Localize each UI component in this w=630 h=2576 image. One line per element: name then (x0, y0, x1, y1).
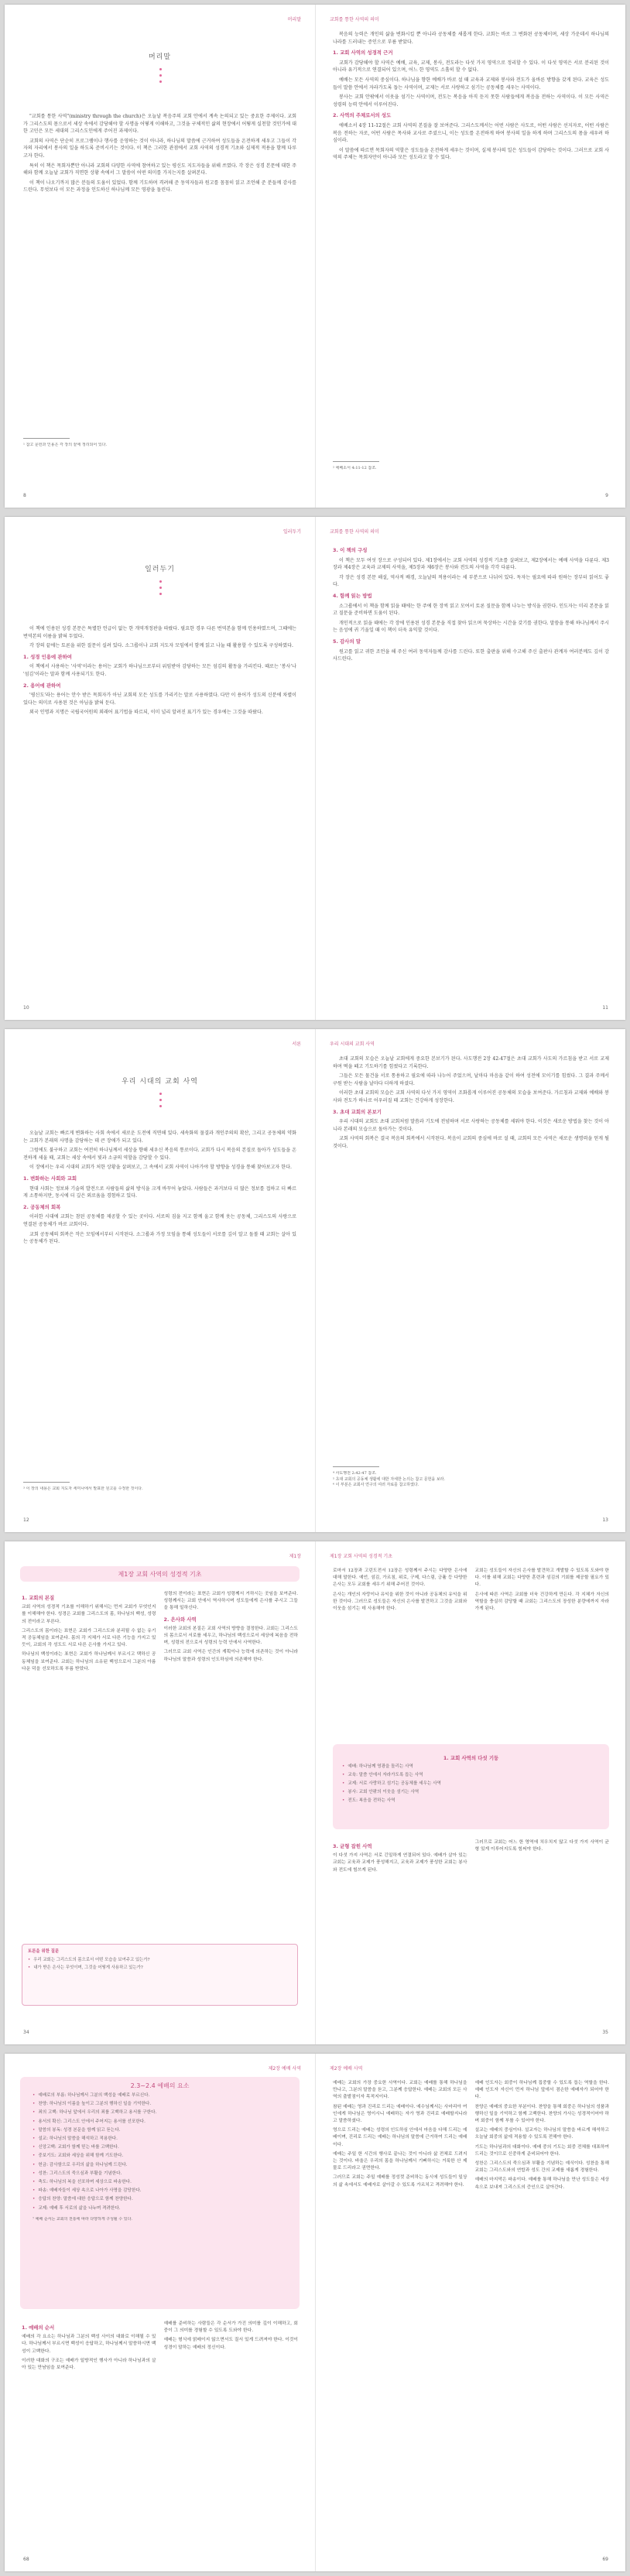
subheading: 3. 균형 잡힌 사역 (333, 1843, 372, 1849)
column-left (333, 1568, 467, 1738)
running-head: 제1장 (289, 1554, 301, 1559)
summary-box (333, 1744, 609, 1829)
left-page-1 (5, 5, 315, 508)
running-head: 우리 시대의 교회 사역 (330, 1042, 375, 1047)
paragraph: 그럼에도 불구하고 교회는 여전히 하나님께서 세상을 향해 세우신 복음의 통로이다. 교회가 다시 복음의 본질로 돌아가 성도들을 온전하게 세울 때, 교회는 세상 속에서 빛과 소금의 역할을 감당할 수 있다. (23, 1148, 296, 1161)
paragraph: 예배는 주일 한 시간의 행사로 끝나는 것이 아니라 삶 전체로 드려지는 것이다. 바울은 우리의 몸을 하나님께서 기뻐하시는 거룩한 산 제물로 드리라고 권면한다. (333, 2151, 467, 2171)
page-spread-1 (5, 5, 625, 508)
element-item: • 신앙고백: 교회가 함께 믿는 바를 고백한다. (33, 2144, 287, 2151)
paragraph: 로마서 12장과 고린도전서 12장은 성령께서 주시는 다양한 은사에 대해 말한다. 예언, 섬김, 가르침, 위로, 구제, 다스림, 긍휼 등 다양한 은사는 모두 교회를 세우기 위해 주어진 것이다. (333, 1569, 467, 1588)
page-number: 68 (23, 2557, 29, 2562)
body-text (333, 1055, 609, 1458)
paragraph: 참된 예배는 영과 진리로 드리는 예배이다. 예수님께서는 사마리아 여인에게 하나님은 영이시니 예배하는 자가 영과 진리로 예배할지니라고 말씀하셨다. (333, 2104, 467, 2124)
chapter-title: 일러두기 (145, 566, 175, 573)
column-left (22, 2321, 156, 2537)
footnotes (333, 1471, 609, 1510)
subheading: 3. 이 책의 구성 (333, 547, 368, 553)
two-column-text (22, 2321, 298, 2537)
column-right (475, 1839, 610, 2017)
question-item: • 내가 받은 은사는 무엇이며, 그것을 어떻게 사용하고 있는가? (28, 1965, 292, 1971)
paragraph: 그러므로 교회는 어느 한 영역에 치우치지 않고 다섯 가지 사역이 균형 있게 이루어지도록 힘써야 한다. (474, 1840, 609, 1852)
element-item: • 헌금: 감사함으로 우리의 삶을 하나님께 드린다. (33, 2162, 287, 2169)
element-item: • 중보기도: 교회와 세상을 위해 함께 기도한다. (33, 2153, 287, 2160)
column-left (22, 1591, 156, 1931)
element-item: • 찬양: 하나님의 이름을 높이고 그분의 행하신 일을 기억한다. (33, 2101, 287, 2108)
body-text (333, 543, 609, 1000)
body-text (23, 113, 296, 422)
page-spread-5 (5, 2054, 625, 2571)
paragraph: 오늘날 교회는 빠르게 변화하는 사회 속에서 새로운 도전에 직면해 있다. 세속화의 물결과 개인주의의 확산, 그리고 공동체의 약화는 교회가 본래의 사명을 감당하는 데 큰 장애가 되고 있다. (23, 1131, 296, 1144)
right-page-3 (315, 1029, 625, 1532)
paragraph: 이 책이 나오기까지 많은 분들의 도움이 있었다. 함께 기도하며 격려해 준 동역자들과 원고를 꼼꼼히 읽고 조언해 준 분들께 감사를 드린다. 무엇보다 이 모든 과정을 인도하신 하나님께 모든 영광을 돌린다. (23, 180, 296, 193)
chapter-title-banner (20, 1566, 300, 1582)
page-number: 69 (602, 2557, 608, 2562)
column-right (164, 2321, 299, 2537)
element-item: • 죄의 고백: 하나님 앞에서 우리의 죄를 고백하고 용서를 구한다. (33, 2109, 287, 2116)
footnote: ² 에베소서 4:11-12 참조. (333, 466, 377, 470)
paragraph: '평신도'라는 용어는 안수 받은 목회자가 아닌 교회의 모든 성도를 가리키는 말로 사용하였다. 다만 이 용어가 성도의 신분에 차별이 있다는 의미로 사용된 것은 아님을 밝혀 둔다. (23, 693, 296, 706)
chapter-title: 우리 시대의 교회 사역 (122, 1078, 198, 1086)
paragraph: 은사는 개인의 자랑이나 유익을 위한 것이 아니라 공동체의 유익을 위한 것이다. 그러므로 성도들은 자신의 은사를 발견하고 그것을 교회와 이웃을 섬기는 데 사용해야 한다. (333, 1592, 467, 1612)
paragraph: 각 장의 끝에는 토론을 위한 질문이 실려 있다. 소그룹이나 교회 지도자 모임에서 함께 읽고 나눌 때 활용할 수 있도록 구성하였다. (29, 643, 293, 649)
two-column-text (22, 1591, 298, 1931)
page-spread-4 (5, 1541, 625, 2044)
page-spread-2 (5, 517, 625, 1020)
paragraph: 이러한 교회의 본질은 교회 사역의 방향을 결정한다. 교회는 그리스도의 몸으로서 서로를 세우고, 하나님의 백성으로서 세상에 복음을 전하며, 성령의 전으로서 성령의 능력 안에서 사역한다. (163, 1626, 298, 1646)
footnote: ⁶ 이 부분은 교회사 연구의 여러 자료를 참고하였다. (333, 1483, 419, 1488)
subheading: 1. 성경 인용에 관하여 (23, 653, 72, 660)
footnote: ¹ 참고 문헌과 인용은 각 장의 끝에 정리되어 있다. (23, 443, 108, 447)
discussion-questions-box (22, 1944, 298, 2006)
summary-item: • 전도: 복음을 전하는 사역 (342, 1798, 600, 1805)
paragraph: 그들은 모든 물건을 서로 통용하고 필요에 따라 나누어 주었으며, 날마다 마음을 같이 하여 성전에 모이기를 힘썼다. 그 결과 주께서 구원 받는 사람을 날마다 더하게 하셨다. (333, 1073, 609, 1086)
column-right (475, 2080, 610, 2544)
paragraph: 교회 공동체의 회복은 작은 모임에서부터 시작된다. 소그룹과 가정 모임을 통해 성도들이 서로를 깊이 알고 돌볼 때 교회는 살아 있는 공동체가 된다. (23, 1231, 296, 1245)
paragraph: "교회를 통한 사역"(ministry through the church)은 오늘날 복음주의 교회 안에서 계속 논의되고 있는 중요한 주제이다. 교회가 그리스도의 몸으로서 세상 속에서 감당해야 할 사명을 어떻게 이해하고, 그것을 구체적인 삶의 현장에서 어떻게 실천할 것인가에 대한 고민은 모든 세대의 그리스도인에게 주어진 과제이다. (23, 114, 296, 135)
paragraph: 그러므로 교회 사역은 인간의 계획이나 능력에 의존하는 것이 아니라 하나님의 말씀과 성령의 인도하심에 의존해야 한다. (163, 1650, 298, 1662)
paragraph: 이러한 대화의 구조는 예배가 일방적인 행사가 아니라 하나님과의 살아 있는 만남임을 보여준다. (22, 2358, 156, 2371)
paragraph: 개인적으로 읽을 때에는 각 장에 인용된 성경 본문을 직접 찾아 읽으며 묵상하는 시간을 갖기를 권한다. 말씀을 통해 하나님께서 주시는 음성에 귀 기울일 때 이 책이 더욱 유익할 것이다. (333, 620, 609, 634)
box-title: 2.3~2.4 예배의 요소 (130, 2082, 190, 2089)
page-number: 35 (602, 2030, 608, 2035)
running-head: 교회를 통한 사역의 의미 (330, 529, 379, 535)
page-number: 12 (23, 1517, 29, 1523)
left-page-3 (5, 1029, 315, 1532)
summary-item: • 교육: 말씀 안에서 자라가도록 돕는 사역 (342, 1772, 600, 1779)
two-column-text (333, 1839, 609, 2017)
running-head: 제1장 교회 사역의 성경적 기초 (330, 1554, 392, 1559)
right-page-1 (315, 5, 625, 508)
page-number: 13 (602, 1517, 608, 1523)
paragraph: 원고를 읽고 귀한 조언을 해 주신 여러 동역자들께 감사를 드린다. 또한 출판을 위해 수고해 주신 출판사 관계자 여러분께도 깊이 감사드린다. (333, 648, 609, 662)
summary-item: • 봉사: 교회 안팎의 이웃을 섬기는 사역 (342, 1789, 600, 1796)
subheading: 3. 초대 교회의 본보기 (333, 1108, 382, 1115)
column-right (475, 1568, 610, 1738)
page-spread-3 (5, 1029, 625, 1532)
paragraph: 봉사는 교회 안팎에서 이웃을 섬기는 사역이며, 전도는 복음을 아직 듣지 못한 사람들에게 복음을 전하는 사역이다. 이 모든 사역은 성령의 능력 안에서 이루어진다. (333, 94, 609, 108)
running-head: 서론 (292, 1042, 301, 1047)
running-head: 제2장 예배 사역 (268, 2066, 301, 2071)
paragraph: 성령의 전이라는 표현은 교회가 성령께서 거하시는 곳임을 보여준다. 성령께서는 교회 안에서 역사하시며 성도들에게 은사를 주시고 그들을 통해 일하신다. (163, 1592, 298, 1611)
paragraph: 이러한 초대 교회의 모습은 교회 사역의 다섯 가지 영역이 조화롭게 이루어진 공동체의 모습을 보여준다. 가르침과 교제와 예배와 봉사와 전도가 하나로 어우러질 때 교회는 건강하게 성장한다. (333, 1090, 609, 1103)
footnote-rule (23, 1482, 70, 1483)
paragraph: 이 책에 인용된 성경 본문은 특별한 언급이 없는 한 개역개정판을 따랐다. 필요한 경우 다른 번역본을 함께 인용하였으며, 그때에는 번역본의 이름을 밝혀 두었다. (23, 626, 296, 639)
summary-item: • 교제: 서로 사랑하고 섬기는 공동체를 세우는 사역 (342, 1781, 600, 1787)
paragraph: 이 책에서 사용하는 '사역'이라는 용어는 교회가 하나님으로부터 위임받아 감당하는 모든 섬김의 활동을 가리킨다. 때로는 '봉사'나 '섬김'이라는 말과 함께 사용되기도 한다. (23, 664, 296, 677)
footnote: ³ 이 장의 내용은 교회 지도자 세미나에서 발표한 원고를 수정한 것이다. (23, 1486, 143, 1491)
paragraph: 예배는 형식에 얽매이지 않으면서도 질서 있게 드려져야 한다. 이것이 성경이 말하는 예배의 정신이다. (163, 2338, 298, 2350)
summary-item: • 예배: 하나님께 영광을 돌리는 사역 (342, 1764, 600, 1770)
paragraph: 특히 이 책은 목회자뿐만 아니라 교회의 다양한 사역에 참여하고 있는 평신도 지도자들을 위해 쓰였다. 각 장은 성경 본문에 대한 주해와 함께 오늘날 교회가 직면한 상황 속에서 그 말씀이 어떤 의미를 가지는지를 살펴본다. (23, 162, 296, 176)
body-text (23, 1130, 296, 1470)
subheading: 2. 공동체의 회복 (23, 1203, 61, 1210)
subheading: 4. 함께 읽는 방법 (333, 592, 372, 599)
chapter-title: 제1장 교회 사역의 성경적 기초 (118, 1571, 202, 1578)
column-right (164, 1591, 299, 1931)
paragraph: 찬양은 예배의 중요한 부분이다. 찬양을 통해 회중은 하나님의 성품과 행하신 일을 기억하고 함께 고백한다. 찬양의 가사는 성경적이어야 하며 회중이 함께 부를 수 있어야 한다. (474, 2104, 609, 2124)
paragraph: 그리스도의 몸이라는 표현은 교회가 그리스도와 분리될 수 없는 유기적 공동체임을 보여준다. 몸의 각 지체가 서로 다른 기능을 가지고 있듯이, 교회의 각 성도도 서로 다른 은사를 가지고 있다. (22, 1628, 156, 1648)
paragraph: 이 말씀에 따르면 목회자의 역할은 성도들을 온전하게 세우는 것이며, 실제 봉사의 일은 성도들이 감당하는 것이다. 그러므로 교회 사역의 주체는 목회자만이 아니라 모든 성도라고 할 수 있다. (333, 147, 609, 161)
subheading: 2. 사역의 주체로서의 성도 (333, 112, 392, 119)
paragraph: 은사에 따른 사역은 교회를 더욱 건강하게 만든다. 각 지체가 자신의 역할을 충실히 감당할 때 교회는 그리스도의 장성한 분량에까지 자라가게 된다. (474, 1592, 609, 1612)
running-head: 머리말 (287, 17, 301, 22)
paragraph: 이 장에서는 우리 시대의 교회가 처한 상황을 살펴보고, 그 속에서 교회 사역이 나아가야 할 방향을 성경을 통해 찾아보고자 한다. (29, 1165, 292, 1171)
ornament-dots (159, 580, 162, 599)
element-item: • 파송: 예배자들이 세상 속으로 나아가 사명을 감당한다. (33, 2188, 287, 2195)
right-page-2 (315, 517, 625, 1020)
paragraph: 이 책은 모두 여섯 장으로 구성되어 있다. 제1장에서는 교회 사역의 성경적 기초를 살펴보고, 제2장에서는 예배 사역을 다룬다. 제3장과 제4장은 교육과 교제의 사역을, 제5장과 제6장은 봉사와 전도의 사역을 각각 다룬다. (333, 557, 609, 571)
footnote: ⁴ 사도행전 2:42-47 참조. (333, 1471, 377, 1476)
paragraph: 영으로 드리는 예배는 성령의 인도하심 안에서 마음을 다해 드리는 예배이며, 진리로 드리는 예배는 하나님의 말씀에 근거하여 드리는 예배이다. (333, 2128, 467, 2147)
paragraph: 이 다섯 가지 사역은 서로 긴밀하게 연결되어 있다. 예배가 살아 있는 교회는 교육과 교제가 풍성해지고, 교육과 교제가 풍성한 교회는 봉사와 전도에 힘쓰게 된다. (333, 1853, 467, 1873)
subheading: 1. 교회의 본질 (22, 1595, 55, 1601)
element-item: • 응답의 찬양: 말씀에 대한 응답으로 함께 찬양한다. (33, 2196, 287, 2203)
right-page-5 (315, 2054, 625, 2571)
paragraph: 이러한 시대에 교회는 참된 공동체를 제공할 수 있는 곳이다. 서로의 짐을 지고 함께 울고 함께 웃는 공동체, 그리스도의 사랑으로 연결된 공동체가 바로 교회이다. (23, 1214, 296, 1227)
paragraph: 에베소서 4장 11-12절은 교회 사역의 본질을 잘 보여준다. 그리스도께서는 어떤 사람은 사도로, 어떤 사람은 선지자로, 어떤 사람은 복음 전하는 자로, 어떤 사람은 목사와 교사로 주셨으니, 이는 성도를 온전하게 하여 봉사의 일을 하게 하며 그리스도의 몸을 세우려 하심이라. (333, 122, 609, 144)
chapter-title: 머리말 (148, 53, 172, 61)
column-left (333, 2080, 467, 2544)
footnote: ⁵ 초대 교회의 공동체 생활에 대한 자세한 논의는 참고 문헌을 보라. (333, 1476, 446, 1482)
running-head: 제2장 예배 사역 (330, 2066, 363, 2071)
subheading: 1. 변화하는 사회와 교회 (23, 1175, 77, 1182)
paragraph: 우리 시대의 교회도 초대 교회처럼 말씀과 기도에 전념하며 서로 사랑하는 공동체를 세워야 한다. 이것은 새로운 방법을 찾는 것이 아니라 본래의 모습으로 돌아가는 것이다. (333, 1119, 609, 1132)
paragraph: 복음의 능력은 개인의 삶을 변화시킬 뿐 아니라 공동체를 새롭게 한다. 교회는 바로 그 변화된 공동체이며, 세상 가운데서 하나님의 나라를 드러내는 증인으로 부름 받았다. (333, 32, 609, 45)
subheading: 2. 용어에 관하여 (23, 682, 61, 689)
footnote-rule (333, 1466, 379, 1467)
ornament-dots (159, 68, 162, 87)
two-column-text (333, 2080, 609, 2544)
paragraph: 그러므로 교회는 주일 예배를 정성껏 준비하는 동시에 성도들이 일상의 삶 속에서도 예배자로 살아갈 수 있도록 가르치고 격려해야 한다. (333, 2175, 467, 2188)
left-page-4 (5, 1541, 315, 2044)
page-number: 9 (605, 493, 608, 498)
paragraph: 하나님의 백성이라는 표현은 교회가 하나님께서 부르시고 택하신 공동체임을 보여준다. 교회는 하나님의 소유된 백성으로서 그분의 아름다운 덕을 선포하도록 부름 받았다. (22, 1652, 156, 1671)
two-column-text (333, 1568, 609, 1738)
column-left (333, 1839, 467, 2017)
paragraph: 예배 인도자는 회중이 하나님께 집중할 수 있도록 돕는 역할을 한다. 예배 인도자 자신이 먼저 하나님 앞에서 겸손한 예배자가 되어야 한다. (474, 2081, 609, 2100)
element-item: • 성찬: 그리스도의 죽으심과 부활을 기념한다. (33, 2171, 287, 2177)
footnote-rule (333, 461, 379, 462)
paragraph: 성찬은 그리스도의 죽으심과 부활을 기념하는 예식이다. 성찬을 통해 교회는 그리스도와의 연합과 성도 간의 교제를 새롭게 경험한다. (474, 2161, 609, 2174)
element-item: • 축도: 하나님의 복을 선포하며 세상으로 파송한다. (33, 2179, 287, 2186)
running-head: 일러두기 (282, 529, 301, 535)
question-item: • 우리 교회는 그리스도의 몸으로서 어떤 모습을 보여주고 있는가? (28, 1957, 292, 1963)
paragraph: 교회의 사역은 단순히 프로그램이나 행사를 운영하는 것이 아니라, 하나님의 말씀에 근거하여 성도들을 온전하게 세우고 그들이 각자의 자리에서 봉사의 일을 하도록 준비시키는 것이다. 이 책은 그러한 관점에서 교회 사역의 성경적 기초와 실제적 적용을 함께 다루고자 한다. (23, 138, 296, 159)
paragraph: 교회 사역의 회복은 결국 복음의 회복에서 시작된다. 복음이 교회의 중심에 바로 설 때, 교회의 모든 사역은 새로운 생명력을 얻게 될 것이다. (333, 1136, 609, 1149)
right-page-4 (315, 1541, 625, 2044)
paragraph: 예배의 각 요소는 하나님과 그분의 백성 사이의 대화로 이해될 수 있다. 하나님께서 부르시면 백성이 응답하고, 하나님께서 말씀하시면 백성이 고백한다. (22, 2335, 156, 2354)
element-item: • 예배로의 부름: 하나님께서 그분의 백성을 예배로 부르신다. (33, 2092, 287, 2099)
paragraph: 초대 교회의 모습은 오늘날 교회에게 중요한 본보기가 된다. 사도행전 2장 42-47절은 초대 교회가 사도의 가르침을 받고 서로 교제하며 떡을 떼고 기도하기를 힘썼다고 기록한다. (333, 1056, 609, 1069)
subheading: 1. 예배의 순서 (22, 2325, 55, 2331)
page-number: 10 (23, 1005, 29, 1011)
paragraph: 기도는 하나님과의 대화이다. 예배 중의 기도는 회중 전체를 대표하여 드리는 것이므로 신중하게 준비되어야 한다. (474, 2144, 609, 2157)
left-page-2 (5, 517, 315, 1020)
paragraph: 소그룹에서 이 책을 함께 읽을 때에는 한 주에 한 장씩 읽고 모여서 토론 질문을 함께 나누는 방식을 권한다. 인도자는 미리 본문을 읽고 질문을 준비하면 도움이 된다. (333, 603, 609, 617)
ornament-dots (159, 1093, 162, 1111)
paragraph: 예배는 모든 사역의 중심이다. 하나님을 향한 예배가 바로 설 때 교육과 교제와 봉사와 전도가 올바른 방향을 갖게 된다. 교육은 성도들이 말씀 안에서 자라가도록 돕는 사역이며, 교제는 서로 사랑하고 섬기는 공동체를 세우는 사역이다. (333, 77, 609, 91)
element-item: • 교제: 예배 후 서로의 삶을 나누며 격려한다. (33, 2205, 287, 2212)
footnote-rule (23, 438, 70, 439)
left-page-5 (5, 2054, 315, 2571)
box-footnote: ⁷ 예배 순서는 교회의 전통에 따라 다양하게 구성될 수 있다. (33, 2216, 132, 2222)
paragraph: 현대 사회는 정보와 기술의 발전으로 사람들의 삶의 방식을 크게 바꾸어 놓았다. 사람들은 과거보다 더 많은 정보를 접하고 더 빠르게 소통하지만, 동시에 더 깊은 외로움을 경험하고 있다. (23, 1185, 296, 1199)
paragraph: 각 장은 성경 본문 해설, 역사적 배경, 오늘날의 적용이라는 세 부분으로 나뉘어 있다. 독자는 필요에 따라 원하는 장부터 읽어도 좋다. (333, 574, 609, 588)
paragraph: 예배의 마지막은 파송이다. 예배를 통해 하나님을 만난 성도들은 세상 속으로 보내져 그리스도의 증인으로 살아간다. (474, 2177, 609, 2190)
element-item: • 용서의 확신: 그리스도 안에서 주어지는 용서를 선포한다. (33, 2119, 287, 2126)
body-text (333, 31, 609, 464)
subheading: 5. 감사의 말 (333, 638, 361, 645)
box-heading: 토론을 위한 질문 (28, 1949, 60, 1954)
paragraph: 설교는 예배의 중심이다. 설교자는 하나님의 말씀을 바르게 해석하고 오늘날 회중의 삶에 적용할 수 있도록 전해야 한다. (474, 2128, 609, 2140)
paragraph: 예배를 준비하는 사람들은 각 순서가 가진 의미를 깊이 이해하고, 회중이 그 의미를 경험할 수 있도록 도와야 한다. (163, 2321, 298, 2334)
element-item: • 말씀의 봉독: 성경 본문을 함께 읽고 듣는다. (33, 2127, 287, 2134)
body-text (23, 625, 296, 989)
paragraph: 예배는 교회의 가장 중요한 사역이다. 교회는 예배를 통해 하나님을 만나고, 그분의 말씀을 듣고, 그분께 응답한다. 예배는 교회의 모든 사역의 출발점이자 목적지이다. (333, 2081, 467, 2100)
elements-box (20, 2077, 300, 2309)
subheading: 2. 은사와 사역 (163, 1616, 197, 1623)
paragraph: 외국 인명과 지명은 국립국어원의 외래어 표기법을 따르되, 이미 널리 알려진 표기가 있는 경우에는 그것을 따랐다. (29, 710, 263, 716)
paragraph: 교회 사역의 성경적 기초를 이해하기 위해서는 먼저 교회가 무엇인지를 이해해야 한다. 성경은 교회를 그리스도의 몸, 하나님의 백성, 성령의 전이라고 부른다. (22, 1605, 156, 1624)
page-number: 11 (602, 1005, 608, 1011)
element-item: • 설교: 하나님의 말씀을 해석하고 적용한다. (33, 2136, 287, 2143)
box-heading: 1. 교회 사역의 다섯 기둥 (443, 1755, 499, 1761)
page-number: 8 (23, 493, 26, 498)
page-number: 34 (23, 2030, 29, 2035)
subheading: 1. 교회 사역의 성경적 근거 (333, 50, 393, 56)
paragraph: 교회가 감당해야 할 사역은 예배, 교육, 교제, 봉사, 전도라는 다섯 가지 영역으로 정리할 수 있다. 이 다섯 영역은 서로 분리된 것이 아니라 유기적으로 연결되어 있으며, 어느 한 영역도 소홀히 할 수 없다. (333, 60, 609, 74)
running-head: 교회를 통한 사역의 의미 (330, 17, 379, 22)
paragraph: 교회는 성도들이 자신의 은사를 발견하고 개발할 수 있도록 도와야 한다. 이를 위해 교회는 다양한 훈련과 섬김의 기회를 제공할 필요가 있다. (474, 1569, 609, 1588)
